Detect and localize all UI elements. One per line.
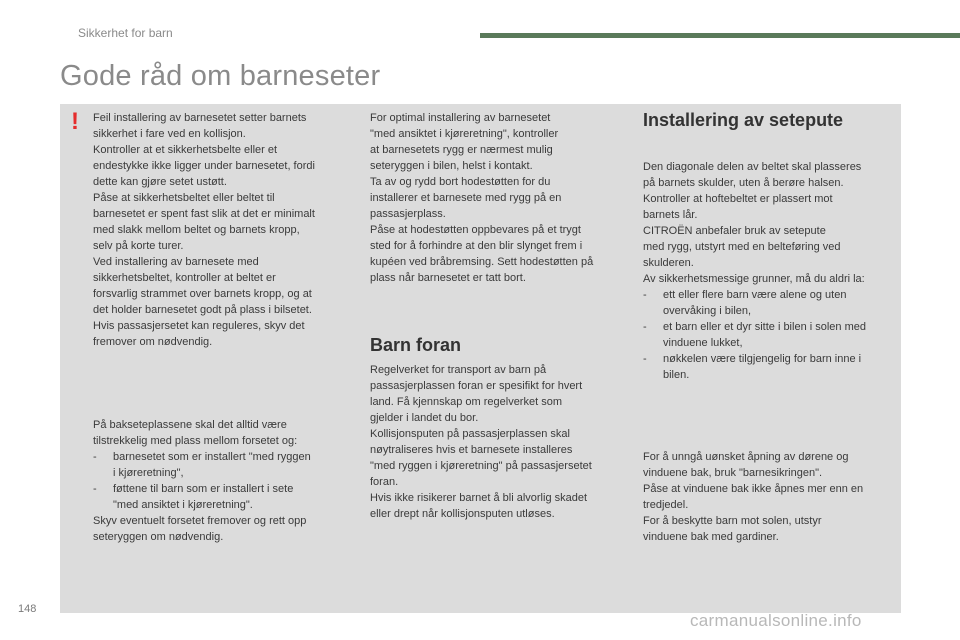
- col2-block2: [370, 362, 630, 522]
- text-line: installerer et barnesete med rygg på en: [370, 192, 562, 204]
- text-line: fremover om nødvendig.: [93, 336, 213, 348]
- col2-block1: [370, 110, 630, 286]
- list-dash: -: [93, 483, 97, 495]
- text-line: Kontroller at et sikkerhetsbelte eller et: [93, 144, 278, 156]
- text-line: overvåking i bilen,: [663, 305, 752, 317]
- list-item: [643, 319, 899, 351]
- section-header: Sikkerhet for barn: [78, 26, 173, 40]
- text-line: Ta av og rydd bort hodestøtten for du: [370, 176, 551, 188]
- text-line: For å beskytte barn mot solen, utstyr: [643, 515, 822, 527]
- text-line: Skyv eventuelt forsetet fremover og rett opp: [93, 515, 307, 527]
- text-line: vinduene bak med gardiner.: [643, 531, 779, 543]
- text-line: med slakk mellom beltet og barnets kropp,: [93, 224, 300, 236]
- text-line: Av sikkerhetsmessige grunner, må du aldri la:: [643, 273, 865, 285]
- page-title: Gode råd om barneseter: [60, 60, 381, 92]
- text-line: på barnets skulder, uten å berøre halsen.: [643, 177, 844, 189]
- barn-foran-heading: Barn foran: [370, 335, 462, 355]
- list-item: [93, 481, 355, 513]
- text-line: Ved installering av barnesete med: [93, 256, 259, 268]
- text-line: gjelder i landet du bor.: [370, 412, 479, 424]
- text-line: sikkerhet i fare ved en kollisjon.: [93, 128, 246, 140]
- list-dash: -: [93, 451, 97, 463]
- col1-block2: [93, 417, 355, 545]
- text-line: endestykke ikke ligger under barnesetet, fordi: [93, 160, 315, 172]
- text-line: forsvarlig strammet over barnets kropp, og at: [93, 288, 312, 300]
- text-line: i kjøreretning",: [113, 467, 184, 479]
- text-line: Den diagonale delen av beltet skal plasseres: [643, 161, 862, 173]
- text-line: Hvis passasjersetet kan reguleres, skyv det: [93, 320, 305, 332]
- text-line: nøkkelen være tilgjengelig for barn inne i: [663, 353, 862, 365]
- text-line: dette kan gjøre setet ustøtt.: [93, 176, 227, 188]
- text-line: med rygg, utstyrt med en belteføring ved: [643, 241, 841, 253]
- text-line: et barn eller et dyr sitte i bilen i solen med: [663, 321, 866, 333]
- list-item: [93, 449, 355, 481]
- warning-icon: !: [71, 108, 79, 135]
- text-line: ett eller flere barn være alene og uten: [663, 289, 847, 301]
- text-line: På bakseteplassene skal det alltid være: [93, 419, 287, 431]
- text-line: selv på korte turer.: [93, 240, 184, 252]
- page-number: 148: [18, 603, 37, 615]
- text-line: Påse at hodestøtten oppbevares på et trygt: [370, 224, 581, 236]
- setepute-heading: Installering av setepute: [643, 110, 844, 130]
- text-line: at barnesetets rygg er nærmest mulig: [370, 144, 553, 156]
- text-line: nøytraliseres hvis et barnesete installeres: [370, 444, 573, 456]
- text-line: seteryggen om nødvendig.: [93, 531, 224, 543]
- text-line: kupéen ved bråbremsing. Sett hodestøtten på: [370, 256, 594, 268]
- text-line: For å unngå uønsket åpning av dørene og: [643, 451, 849, 463]
- text-line: sted for å forhindre at den blir slynget frem i: [370, 240, 583, 252]
- text-line: plass når barnesetet er tatt bort.: [370, 272, 526, 284]
- header-accent-bar: [480, 33, 960, 38]
- text-line: tilstrekkelig med plass mellom forsetet og:: [93, 435, 298, 447]
- text-line: vinduene bak, bruk "barnesikringen".: [643, 467, 823, 479]
- text-line: barnesetet som er installert "med ryggen: [113, 451, 311, 463]
- list-item: [643, 351, 899, 383]
- text-line: Kollisjonsputen på passasjerplassen skal: [370, 428, 570, 440]
- text-line: føttene til barn som er installert i sete: [113, 483, 294, 495]
- list-dash: -: [643, 321, 647, 333]
- list-item: [643, 287, 899, 319]
- text-line: Påse at sikkerhetsbeltet eller beltet til: [93, 192, 275, 204]
- text-line: Feil installering av barnesetet setter barnets: [93, 112, 307, 124]
- text-line: barnets lår.: [643, 209, 698, 221]
- text-line: seteryggen i bilen, helst i kontakt.: [370, 160, 533, 172]
- text-line: "med ansiktet i kjøreretning".: [113, 499, 253, 511]
- col3-block1: [643, 159, 899, 383]
- text-line: Hvis ikke risikerer barnet å bli alvorlig skadet: [370, 492, 588, 504]
- text-line: CITROËN anbefaler bruk av setepute: [643, 225, 826, 237]
- text-line: barnesetet er spent fast slik at det er minimalt: [93, 208, 315, 220]
- col3-block2: [643, 449, 899, 545]
- text-line: land. Få kjennskap om regelverket som: [370, 396, 562, 408]
- text-line: passasjerplassen foran er spesifikt for hvert: [370, 380, 583, 392]
- watermark: carmanualsonline.info: [690, 611, 862, 630]
- text-line: foran.: [370, 476, 399, 488]
- text-line: det holder barnesetet godt på plass i bilsetet.: [93, 304, 312, 316]
- text-line: Påse at vinduene bak ikke åpnes mer enn en: [643, 483, 864, 495]
- text-line: Regelverket for transport av barn på: [370, 364, 547, 376]
- text-line: sikkerhetsbeltet, kontroller at beltet er: [93, 272, 276, 284]
- text-line: For optimal installering av barnesetet: [370, 112, 551, 124]
- list-dash: -: [643, 289, 647, 301]
- col1-block1: [93, 110, 355, 350]
- text-line: "med ansiktet i kjøreretning", kontroller: [370, 128, 559, 140]
- text-line: eller drept når kollisjonsputen utløses.: [370, 508, 555, 520]
- text-line: skulderen.: [643, 257, 694, 269]
- text-line: passasjerplass.: [370, 208, 446, 220]
- text-line: tredjedel.: [643, 499, 689, 511]
- text-line: bilen.: [663, 369, 690, 381]
- text-line: "med ryggen i kjøreretning" på passasjersetet: [370, 460, 592, 472]
- text-line: Kontroller at hoftebeltet er plassert mot: [643, 193, 833, 205]
- list-dash: -: [643, 353, 647, 365]
- text-line: vinduene lukket,: [663, 337, 743, 349]
